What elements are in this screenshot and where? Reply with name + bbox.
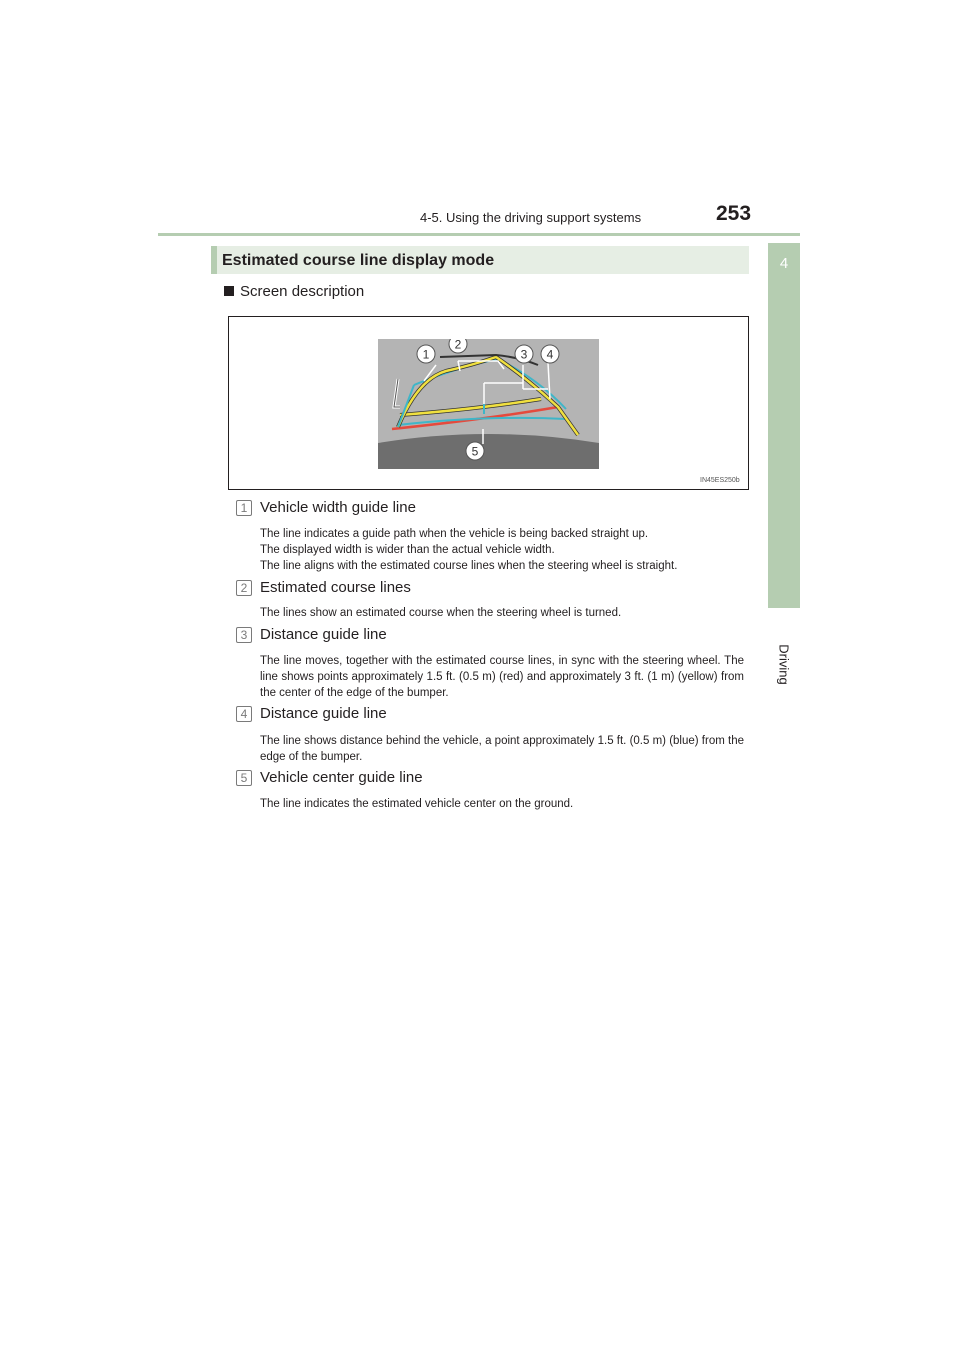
header-rule (158, 233, 800, 236)
item-description-line: The line aligns with the estimated course lines when the steering wheel is straight. (260, 560, 678, 572)
subheading-text: Screen description (240, 283, 365, 300)
item-number-badge: 1 (236, 500, 252, 516)
chapter-label: Driving (776, 644, 792, 685)
page-number: 253 (716, 202, 752, 225)
item-description (260, 526, 744, 574)
item-title: Vehicle center guide line (260, 769, 423, 786)
square-bullet-icon (224, 286, 234, 296)
item-title: Estimated course lines (260, 579, 411, 596)
item-description (260, 653, 744, 701)
callout-1-label: 1 (422, 347, 430, 362)
item-description (260, 733, 744, 765)
callout-3-label: 3 (520, 347, 528, 362)
subheading (224, 283, 364, 300)
callout-5-label: 5 (471, 444, 479, 459)
item-number-badge: 2 (236, 580, 252, 596)
item-title: Vehicle width guide line (260, 499, 416, 516)
item-title: Distance guide line (260, 626, 387, 643)
callout-4-label: 4 (546, 347, 554, 362)
callout-2-label: 2 (454, 339, 462, 352)
section-title: Estimated course line display mode (222, 252, 495, 269)
item-description-line: The line indicates the estimated vehicle center on the ground. (260, 798, 574, 810)
item-description (260, 796, 744, 812)
chapter-side-tab (768, 243, 800, 608)
camera-screen-illustration (378, 339, 599, 469)
item-description-line: The line shows distance behind the vehicle, a point approximately 1.5 ft. (0.5 m) (blue) from the edge of the bumper. (260, 735, 744, 763)
item-number-badge: 5 (236, 770, 252, 786)
chapter-number: 4 (779, 255, 789, 272)
item-number-badge: 4 (236, 706, 252, 722)
item-description-line: The line moves, together with the estimated course lines, in sync with the steering wheel. The line shows points approximately 1.5 ft. (0.5 m) (red) and approximately 3 ft. (1 m) (yellow) from the center of the edge of the bumper. (260, 655, 744, 699)
item-description-line: The displayed width is wider than the actual vehicle width. (260, 544, 555, 556)
running-header-section: 4-5. Using the driving support systems (420, 210, 642, 225)
figure-code: IN45ES250b (700, 477, 740, 484)
item-title: Distance guide line (260, 705, 387, 722)
item-description-line: The line indicates a guide path when the vehicle is being backed straight up. (260, 528, 649, 540)
bumper-area (378, 434, 599, 469)
item-description-line: The lines show an estimated course when the steering wheel is turned. (260, 607, 622, 619)
item-description (260, 605, 744, 621)
item-number-badge: 3 (236, 627, 252, 643)
